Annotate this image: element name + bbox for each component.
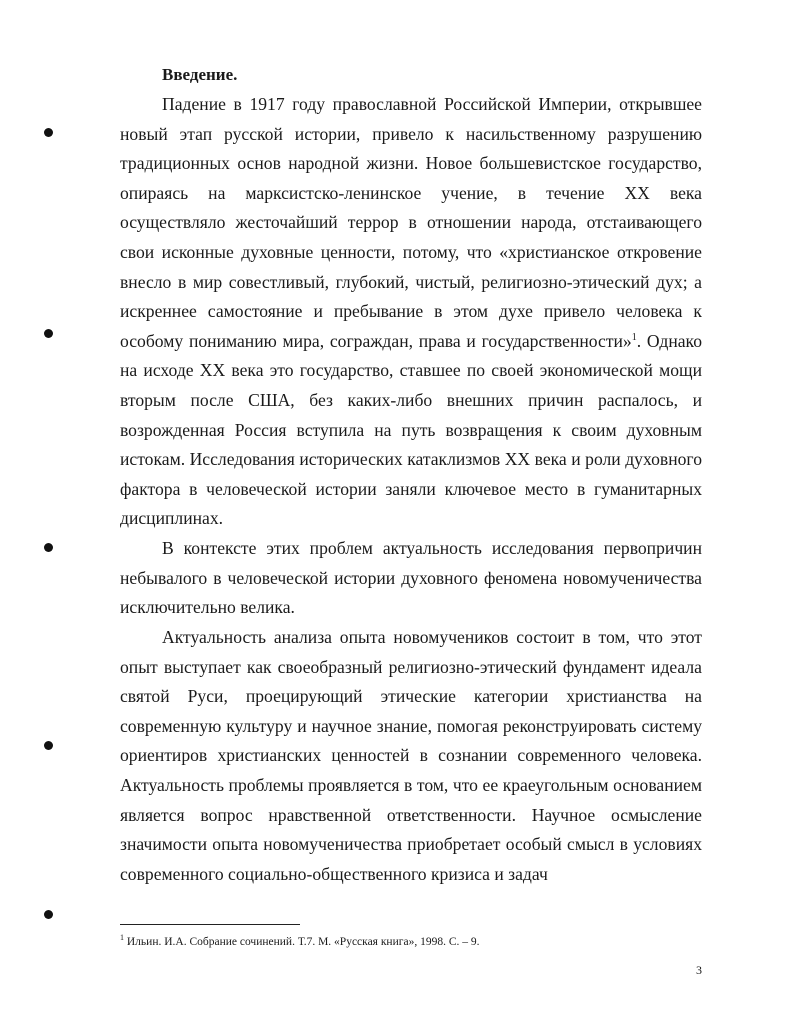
paragraph-1 (120, 90, 702, 534)
binding-hole-mark (44, 543, 53, 552)
footnote-text: Ильин. И.А. Собрание сочинений. Т.7. М. «Русская книга», 1998. С. – 9. (124, 935, 480, 948)
footnote-number: 1 (120, 933, 124, 942)
paragraph-2 (120, 534, 702, 623)
binding-hole-mark (44, 741, 53, 750)
paragraph-3-text: Актуальность анализа опыта новомучеников состоит в том, что этот опыт выступает как своеобразный религиозно-этический фундамент идеала святой Руси, проецирующий этические категории христианства на современную культуру и научное знание, помогая реконструировать систему ориентиров христианских ценностей в сознании современного человека. Актуальность проблемы проявляется в том, что ее краеугольным основанием является вопрос нравственной ответственности. Научное осмысление значимости опыта новомученичества приобретает особый смысл в условиях современного социально-общественного кризиса и задач (120, 627, 702, 884)
binding-hole-mark (44, 910, 53, 919)
footnote (120, 930, 479, 950)
paragraph-1-text-continued: . Однако на исходе XX века это государство, ставшее по своей экономической мощи вторым после США, без каких-либо внешних причин распалось, и возрожденная Россия вступила на путь возвращения к своим духовным истокам. Исследования исторических катаклизмов XX века и роли духовного фактора в человеческой истории заняли ключевое место в гуманитарных дисциплинах. (120, 330, 702, 529)
binding-hole-mark (44, 128, 53, 137)
paragraph-1-text: Падение в 1917 году православной Российской Империи, открывшее новый этап русской истории, привело к насильственному разрушению традиционных основ народной жизни. Новое большевистское государство, опираясь на марксистско-ленинское учение, в течение XX века осуществляло жесточайший террор в отношении народа, отстаивающего свои исконные духовные ценности, потому, что «христианское откровение внесло в мир совестливый, глубокий, чистый, религиозно-этический дух; а искреннее самостояние и пребывание в этом духе привело человека к особому пониманию мира, сограждан, права и государственности» (120, 94, 702, 351)
footnote-reference[interactable]: 1 (631, 331, 637, 343)
paragraph-3 (120, 623, 702, 889)
section-heading: Введение. (162, 65, 238, 84)
page-number: 3 (696, 963, 702, 977)
paragraph-2-text: В контексте этих проблем актуальность исследования первопричин небывалого в человеческой истории духовного феномена новомученичества исключительно велика. (120, 538, 702, 618)
footnote-divider (120, 924, 300, 925)
binding-hole-mark (44, 329, 53, 338)
